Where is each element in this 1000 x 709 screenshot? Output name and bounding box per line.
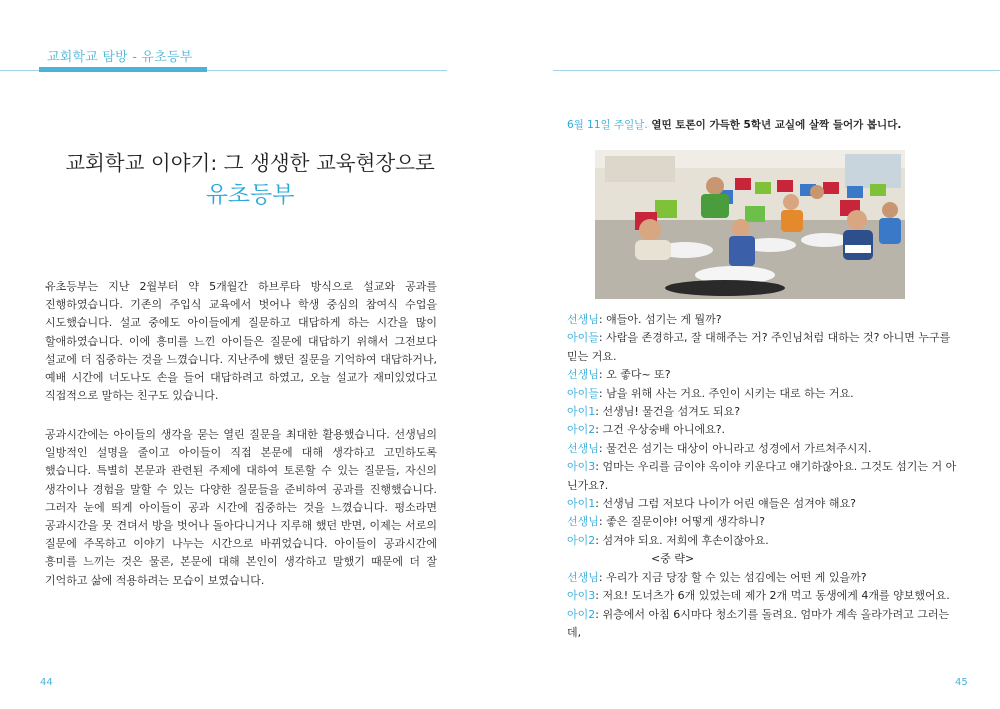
body-paragraph-1: 유초등부는 지난 2월부터 약 5개월간 하브루타 방식으로 설교와 공과를 진행하였습니다. 기존의 주입식 교육에서 벗어나 학생 중심의 참여식 수업을 시도했습니다. 설교 중에도 아이들에게 질문하고 대답하게 하는 시간을 많이 할애하였습니다. 이에 흥미를 느낀 아이들은 질문에 대답하기 위해서 그전보다 설교에 더 집중하는 것을 느꼈습니다. 지난주에 했던 질문을 기억하여 대답하거나, 예배 시간에 너도나도 손을 들어 대답하려고 하였고, 오늘 설교가 재미있었다고 직접적으로 말하는 친구도 있습니다.	[45, 280, 437, 403]
dialogue-line	[567, 458, 963, 495]
dialogue-line	[567, 513, 963, 531]
classroom-photo	[595, 150, 905, 299]
page-number-right: 45	[955, 677, 968, 688]
dialogue-line	[567, 532, 963, 550]
dialogue-text: : 저요! 도너츠가 6개 있었는데 제가 2개 먹고 동생에게 4개를 양보했어요.	[595, 589, 950, 603]
dialogue-text: : 그건 우상숭배 아니에요?.	[595, 423, 726, 437]
dialogue-text: : 얘들아. 섬기는 게 뭘까?	[598, 313, 722, 326]
dialogue-speaker: 아이3	[567, 460, 596, 474]
dialogue-speaker: 아이1	[567, 405, 596, 419]
dialogue-speaker: 아이3	[567, 589, 596, 603]
header-accent-bar	[39, 67, 207, 72]
article-subtitle: 유초등부	[205, 182, 295, 208]
dialogue-line	[567, 606, 963, 643]
dialogue-line	[567, 421, 963, 439]
dialogue-text: : 엄마는 우리를 금이야 옥이야 키운다고 얘기하잖아요. 그것도 섬기는 거 아닌가요?.	[567, 460, 957, 492]
dialogue-speaker: 아이들	[567, 331, 599, 345]
dialogue-line	[567, 440, 963, 458]
dialogue-speaker: 선생님	[567, 368, 599, 382]
dialogue-line	[567, 311, 963, 329]
dialogue-text: : 좋은 질문이야! 어떻게 생각하니?	[598, 515, 765, 529]
dialogue-text: : 물건은 섬기는 대상이 아니라고 성경에서 가르쳐주시지.	[598, 441, 872, 455]
dialogue-speaker: 아이1	[567, 497, 596, 511]
right-page	[500, 0, 1000, 709]
dialogue-line	[567, 366, 963, 384]
dialogue-text: : 사람을 존경하고, 잘 대해주는 거? 주인님처럼 대하는 것? 아니면 누구를 믿는 거요.	[567, 331, 951, 363]
dialogue-line	[567, 495, 963, 513]
dialogue-text: : 선생님! 물건을 섬겨도 되요?	[595, 405, 741, 419]
dialogue-line	[567, 403, 963, 421]
dialogue-text: : 섬겨야 되요. 저희에 후손이잖아요.	[595, 533, 769, 547]
intro-description: 열띤 토론이 가득한 5학년 교실에 살짝 들어가 봅니다.	[647, 119, 902, 131]
header-rule-right	[553, 70, 1000, 71]
section-header: 교회학교 탐방 - 유초등부	[47, 50, 193, 65]
dialogue-speaker: 선생님	[567, 313, 599, 326]
dialogue-line	[567, 385, 963, 403]
dialogue-text: : 오 좋다~ 또?	[598, 368, 671, 382]
body-paragraph-2: 공과시간에는 아이들의 생각을 묻는 열린 질문을 최대한 활용했습니다. 선생님의 일방적인 설명을 줄이고 아이들이 직접 본문에 대해 생각하고 고민하도록 했습니다. 특별히 본문과 관련된 주제에 대하여 토론할 수 있는 질문들, 자신의 생각이나 경험을 말할 수 있는 다양한 질문들을 준비하여 공과를 진행했습니다. 그러자 눈에 띄게 아이들이 공과 시간에 집중하는 것을 느꼈습니다. 평소라면 공과시간을 못 견뎌서 방을 벗어나 돌아다니거나 지루해 했던 반면, 이제는 서로의 질문에 주목하고 이야기 나누는 시간으로 바뀌었습니다. 아이들이 공과시간에 흥미를 느끼는 것은 물론, 본문에 대해 본인이 생각하고 말했기 때문에 더 잘 기억하고 삶에 적용하려는 모습이 보였습니다.	[45, 428, 437, 587]
intro-date: 6월 11일 주일날.	[567, 119, 648, 131]
dialogue-text: : 우리가 지금 당장 할 수 있는 섬김에는 어떤 게 있을까?	[598, 570, 867, 584]
dialogue-speaker: 아이들	[567, 386, 599, 400]
dialogue-line	[567, 569, 963, 587]
dialogue-speaker: 아이2	[567, 607, 596, 621]
dialogue-line	[567, 587, 963, 605]
dialogue-text: : 남을 위해 사는 거요. 주인이 시키는 대로 하는 거요.	[598, 386, 854, 400]
dialogue-text: : 위층에서 아침 6시마다 청소기를 돌려요. 엄마가 계속 올라가려고 그러는데,	[567, 607, 950, 639]
intro-line	[567, 117, 901, 132]
dialogue-list	[567, 311, 963, 642]
dialogue-speaker: 선생님	[567, 441, 599, 455]
dialogue-speaker: 선생님	[567, 515, 599, 529]
dialogue-line	[567, 329, 963, 366]
dialogue-text: <중 략>	[651, 552, 695, 566]
article-title: 교회학교 이야기: 그 생생한 교육현장으로	[65, 151, 435, 175]
dialogue-text: : 선생님 그럼 저보다 나이가 어린 얘들은 섬겨야 해요?	[595, 497, 856, 511]
page-number-left: 44	[40, 677, 53, 688]
classroom-photo-illustration	[595, 150, 905, 299]
dialogue-speaker: 아이2	[567, 533, 596, 547]
dialogue-speaker: 아이2	[567, 423, 596, 437]
dialogue-line	[567, 550, 963, 568]
dialogue-speaker: 선생님	[567, 570, 599, 584]
